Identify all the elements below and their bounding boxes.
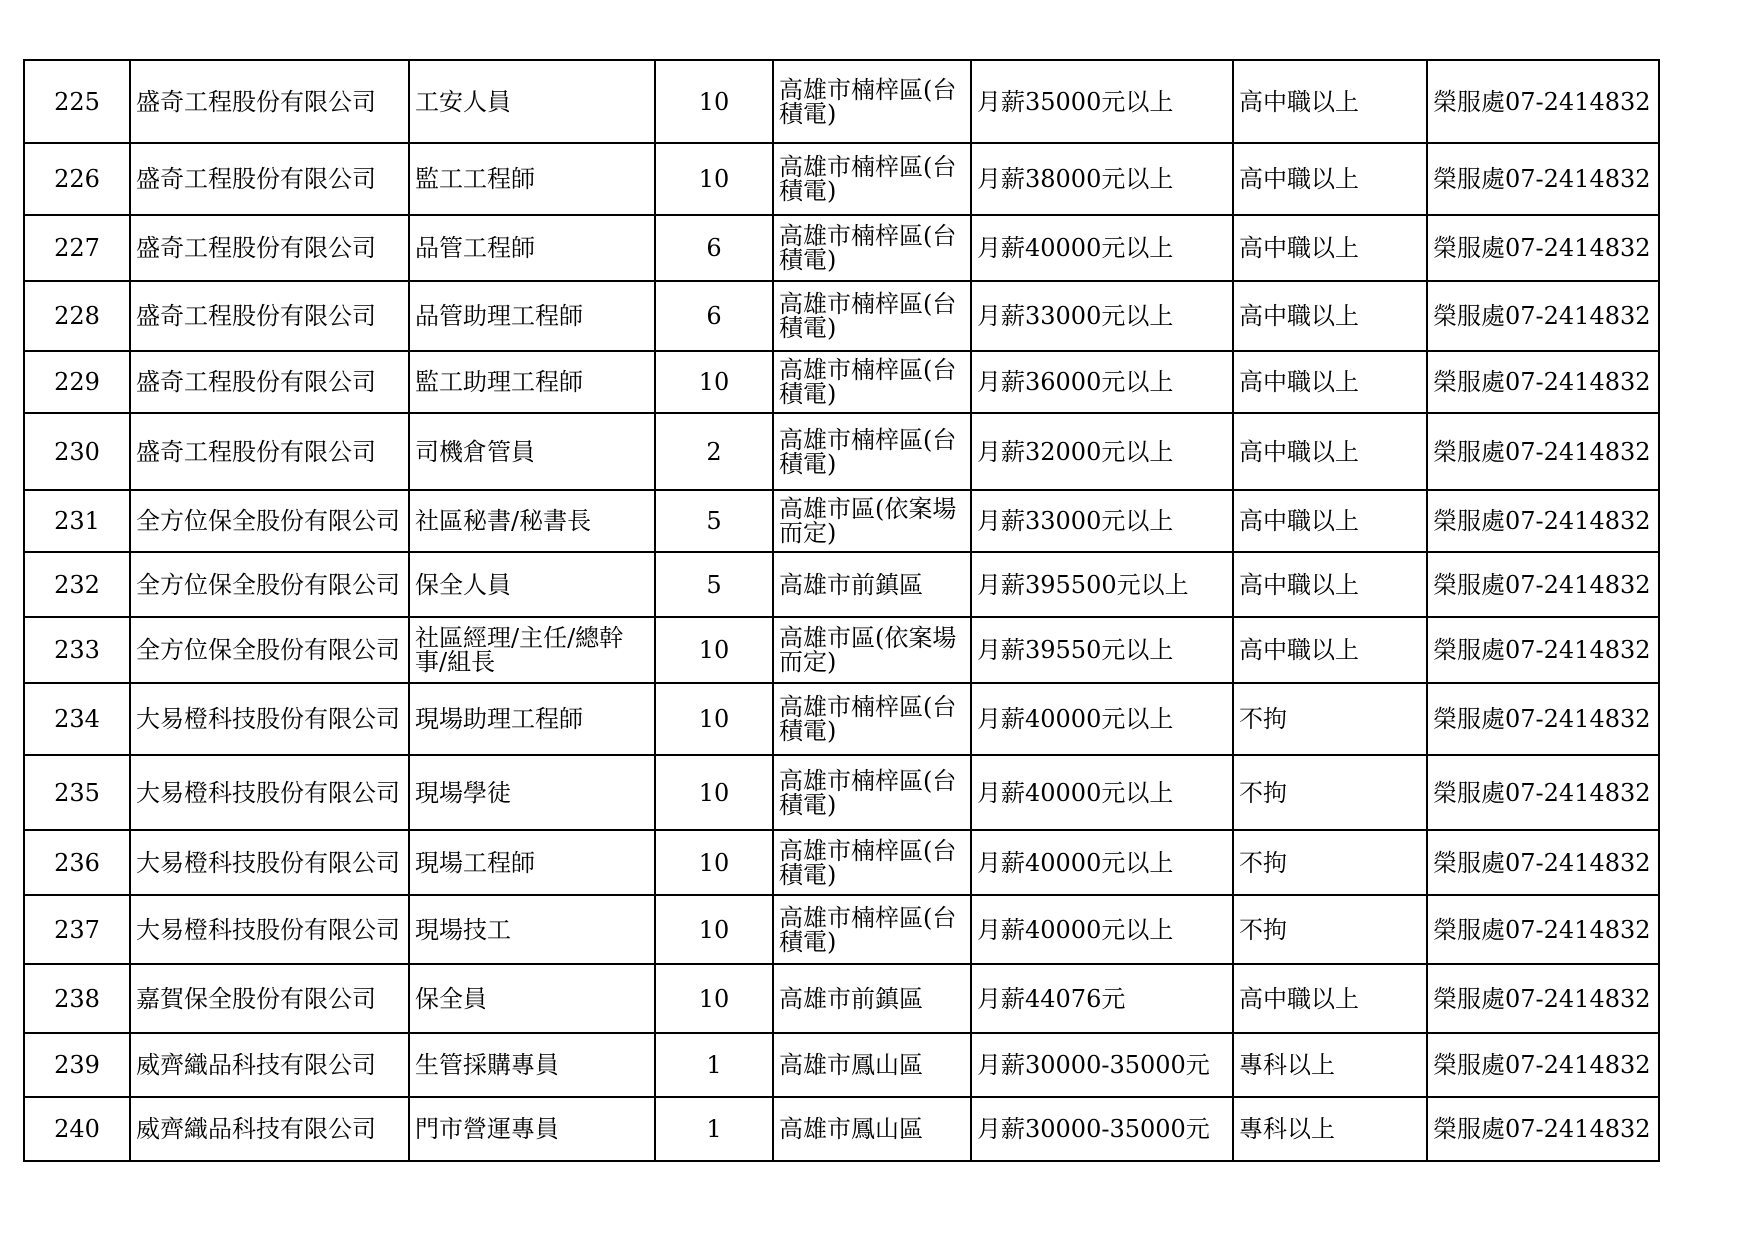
education-requirement: 高中職以上 [1233, 143, 1427, 215]
work-location: 高雄市楠梓區(台積電) [773, 60, 971, 143]
contact-info: 榮服處07-2414832 [1427, 1033, 1659, 1097]
table-row [24, 964, 1659, 1033]
salary: 月薪395500元以上 [971, 552, 1233, 617]
row-number: 227 [24, 215, 130, 281]
row-number: 226 [24, 143, 130, 215]
education-requirement: 高中職以上 [1233, 281, 1427, 351]
contact-info: 榮服處07-2414832 [1427, 281, 1659, 351]
table-body [24, 60, 1659, 1161]
work-location: 高雄市楠梓區(台積電) [773, 683, 971, 755]
row-number: 225 [24, 60, 130, 143]
company-name: 盛奇工程股份有限公司 [130, 215, 409, 281]
contact-info: 榮服處07-2414832 [1427, 895, 1659, 964]
salary: 月薪39550元以上 [971, 617, 1233, 683]
openings-count: 10 [655, 617, 773, 683]
salary: 月薪33000元以上 [971, 490, 1233, 552]
work-location: 高雄市楠梓區(台積電) [773, 830, 971, 895]
work-location: 高雄市楠梓區(台積電) [773, 143, 971, 215]
salary: 月薪35000元以上 [971, 60, 1233, 143]
work-location: 高雄市區(依案場而定) [773, 617, 971, 683]
job-title: 門市營運專員 [409, 1097, 655, 1161]
openings-count: 6 [655, 281, 773, 351]
openings-count: 2 [655, 413, 773, 490]
company-name: 大易橙科技股份有限公司 [130, 830, 409, 895]
job-title: 現場工程師 [409, 830, 655, 895]
job-title: 保全人員 [409, 552, 655, 617]
company-name: 全方位保全股份有限公司 [130, 617, 409, 683]
contact-info: 榮服處07-2414832 [1427, 351, 1659, 413]
openings-count: 10 [655, 143, 773, 215]
openings-count: 1 [655, 1033, 773, 1097]
table-row [24, 490, 1659, 552]
contact-info: 榮服處07-2414832 [1427, 964, 1659, 1033]
contact-info: 榮服處07-2414832 [1427, 617, 1659, 683]
table-row [24, 830, 1659, 895]
job-title: 保全員 [409, 964, 655, 1033]
company-name: 盛奇工程股份有限公司 [130, 351, 409, 413]
work-location: 高雄市區(依案場而定) [773, 490, 971, 552]
education-requirement: 高中職以上 [1233, 490, 1427, 552]
job-title: 現場技工 [409, 895, 655, 964]
openings-count: 10 [655, 351, 773, 413]
education-requirement: 高中職以上 [1233, 413, 1427, 490]
openings-count: 1 [655, 1097, 773, 1161]
salary: 月薪32000元以上 [971, 413, 1233, 490]
row-number: 234 [24, 683, 130, 755]
company-name: 威齊織品科技有限公司 [130, 1097, 409, 1161]
work-location: 高雄市楠梓區(台積電) [773, 895, 971, 964]
contact-info: 榮服處07-2414832 [1427, 60, 1659, 143]
education-requirement: 不拘 [1233, 755, 1427, 830]
job-title: 現場學徒 [409, 755, 655, 830]
row-number: 237 [24, 895, 130, 964]
row-number: 233 [24, 617, 130, 683]
work-location: 高雄市楠梓區(台積電) [773, 281, 971, 351]
row-number: 232 [24, 552, 130, 617]
row-number: 236 [24, 830, 130, 895]
contact-info: 榮服處07-2414832 [1427, 215, 1659, 281]
salary: 月薪40000元以上 [971, 895, 1233, 964]
table-row [24, 1033, 1659, 1097]
education-requirement: 專科以上 [1233, 1097, 1427, 1161]
work-location: 高雄市楠梓區(台積電) [773, 351, 971, 413]
salary: 月薪30000-35000元 [971, 1033, 1233, 1097]
education-requirement: 高中職以上 [1233, 215, 1427, 281]
salary: 月薪40000元以上 [971, 215, 1233, 281]
company-name: 大易橙科技股份有限公司 [130, 683, 409, 755]
job-listings-table [23, 59, 1660, 1162]
openings-count: 10 [655, 683, 773, 755]
work-location: 高雄市楠梓區(台積電) [773, 215, 971, 281]
table-row [24, 617, 1659, 683]
openings-count: 10 [655, 60, 773, 143]
contact-info: 榮服處07-2414832 [1427, 552, 1659, 617]
company-name: 盛奇工程股份有限公司 [130, 143, 409, 215]
job-title: 監工助理工程師 [409, 351, 655, 413]
openings-count: 5 [655, 552, 773, 617]
openings-count: 10 [655, 830, 773, 895]
job-title: 品管工程師 [409, 215, 655, 281]
job-title: 工安人員 [409, 60, 655, 143]
contact-info: 榮服處07-2414832 [1427, 830, 1659, 895]
job-title: 生管採購專員 [409, 1033, 655, 1097]
table-row [24, 552, 1659, 617]
job-title: 社區經理/主任/總幹事/組長 [409, 617, 655, 683]
work-location: 高雄市前鎮區 [773, 964, 971, 1033]
work-location: 高雄市鳳山區 [773, 1097, 971, 1161]
salary: 月薪44076元 [971, 964, 1233, 1033]
salary: 月薪40000元以上 [971, 683, 1233, 755]
row-number: 230 [24, 413, 130, 490]
company-name: 全方位保全股份有限公司 [130, 490, 409, 552]
contact-info: 榮服處07-2414832 [1427, 413, 1659, 490]
education-requirement: 高中職以上 [1233, 351, 1427, 413]
openings-count: 5 [655, 490, 773, 552]
education-requirement: 不拘 [1233, 895, 1427, 964]
job-title: 現場助理工程師 [409, 683, 655, 755]
job-title: 社區秘書/秘書長 [409, 490, 655, 552]
education-requirement: 不拘 [1233, 683, 1427, 755]
job-title: 品管助理工程師 [409, 281, 655, 351]
table-row [24, 755, 1659, 830]
openings-count: 6 [655, 215, 773, 281]
contact-info: 榮服處07-2414832 [1427, 143, 1659, 215]
openings-count: 10 [655, 755, 773, 830]
salary: 月薪40000元以上 [971, 755, 1233, 830]
job-title: 司機倉管員 [409, 413, 655, 490]
table-row [24, 215, 1659, 281]
table-row [24, 413, 1659, 490]
table-row [24, 351, 1659, 413]
education-requirement: 不拘 [1233, 830, 1427, 895]
salary: 月薪36000元以上 [971, 351, 1233, 413]
work-location: 高雄市楠梓區(台積電) [773, 755, 971, 830]
row-number: 228 [24, 281, 130, 351]
table-row [24, 1097, 1659, 1161]
education-requirement: 高中職以上 [1233, 617, 1427, 683]
company-name: 威齊織品科技有限公司 [130, 1033, 409, 1097]
contact-info: 榮服處07-2414832 [1427, 1097, 1659, 1161]
work-location: 高雄市前鎮區 [773, 552, 971, 617]
table-row [24, 281, 1659, 351]
contact-info: 榮服處07-2414832 [1427, 490, 1659, 552]
row-number: 235 [24, 755, 130, 830]
company-name: 盛奇工程股份有限公司 [130, 60, 409, 143]
openings-count: 10 [655, 895, 773, 964]
contact-info: 榮服處07-2414832 [1427, 683, 1659, 755]
job-title: 監工工程師 [409, 143, 655, 215]
table-row [24, 60, 1659, 143]
row-number: 231 [24, 490, 130, 552]
row-number: 239 [24, 1033, 130, 1097]
row-number: 238 [24, 964, 130, 1033]
row-number: 229 [24, 351, 130, 413]
table-row [24, 143, 1659, 215]
company-name: 大易橙科技股份有限公司 [130, 755, 409, 830]
table-row [24, 895, 1659, 964]
company-name: 盛奇工程股份有限公司 [130, 281, 409, 351]
company-name: 盛奇工程股份有限公司 [130, 413, 409, 490]
company-name: 全方位保全股份有限公司 [130, 552, 409, 617]
salary: 月薪38000元以上 [971, 143, 1233, 215]
work-location: 高雄市楠梓區(台積電) [773, 413, 971, 490]
education-requirement: 專科以上 [1233, 1033, 1427, 1097]
salary: 月薪40000元以上 [971, 830, 1233, 895]
row-number: 240 [24, 1097, 130, 1161]
table-row [24, 683, 1659, 755]
education-requirement: 高中職以上 [1233, 552, 1427, 617]
education-requirement: 高中職以上 [1233, 964, 1427, 1033]
company-name: 嘉賀保全股份有限公司 [130, 964, 409, 1033]
work-location: 高雄市鳳山區 [773, 1033, 971, 1097]
salary: 月薪30000-35000元 [971, 1097, 1233, 1161]
salary: 月薪33000元以上 [971, 281, 1233, 351]
company-name: 大易橙科技股份有限公司 [130, 895, 409, 964]
education-requirement: 高中職以上 [1233, 60, 1427, 143]
contact-info: 榮服處07-2414832 [1427, 755, 1659, 830]
openings-count: 10 [655, 964, 773, 1033]
